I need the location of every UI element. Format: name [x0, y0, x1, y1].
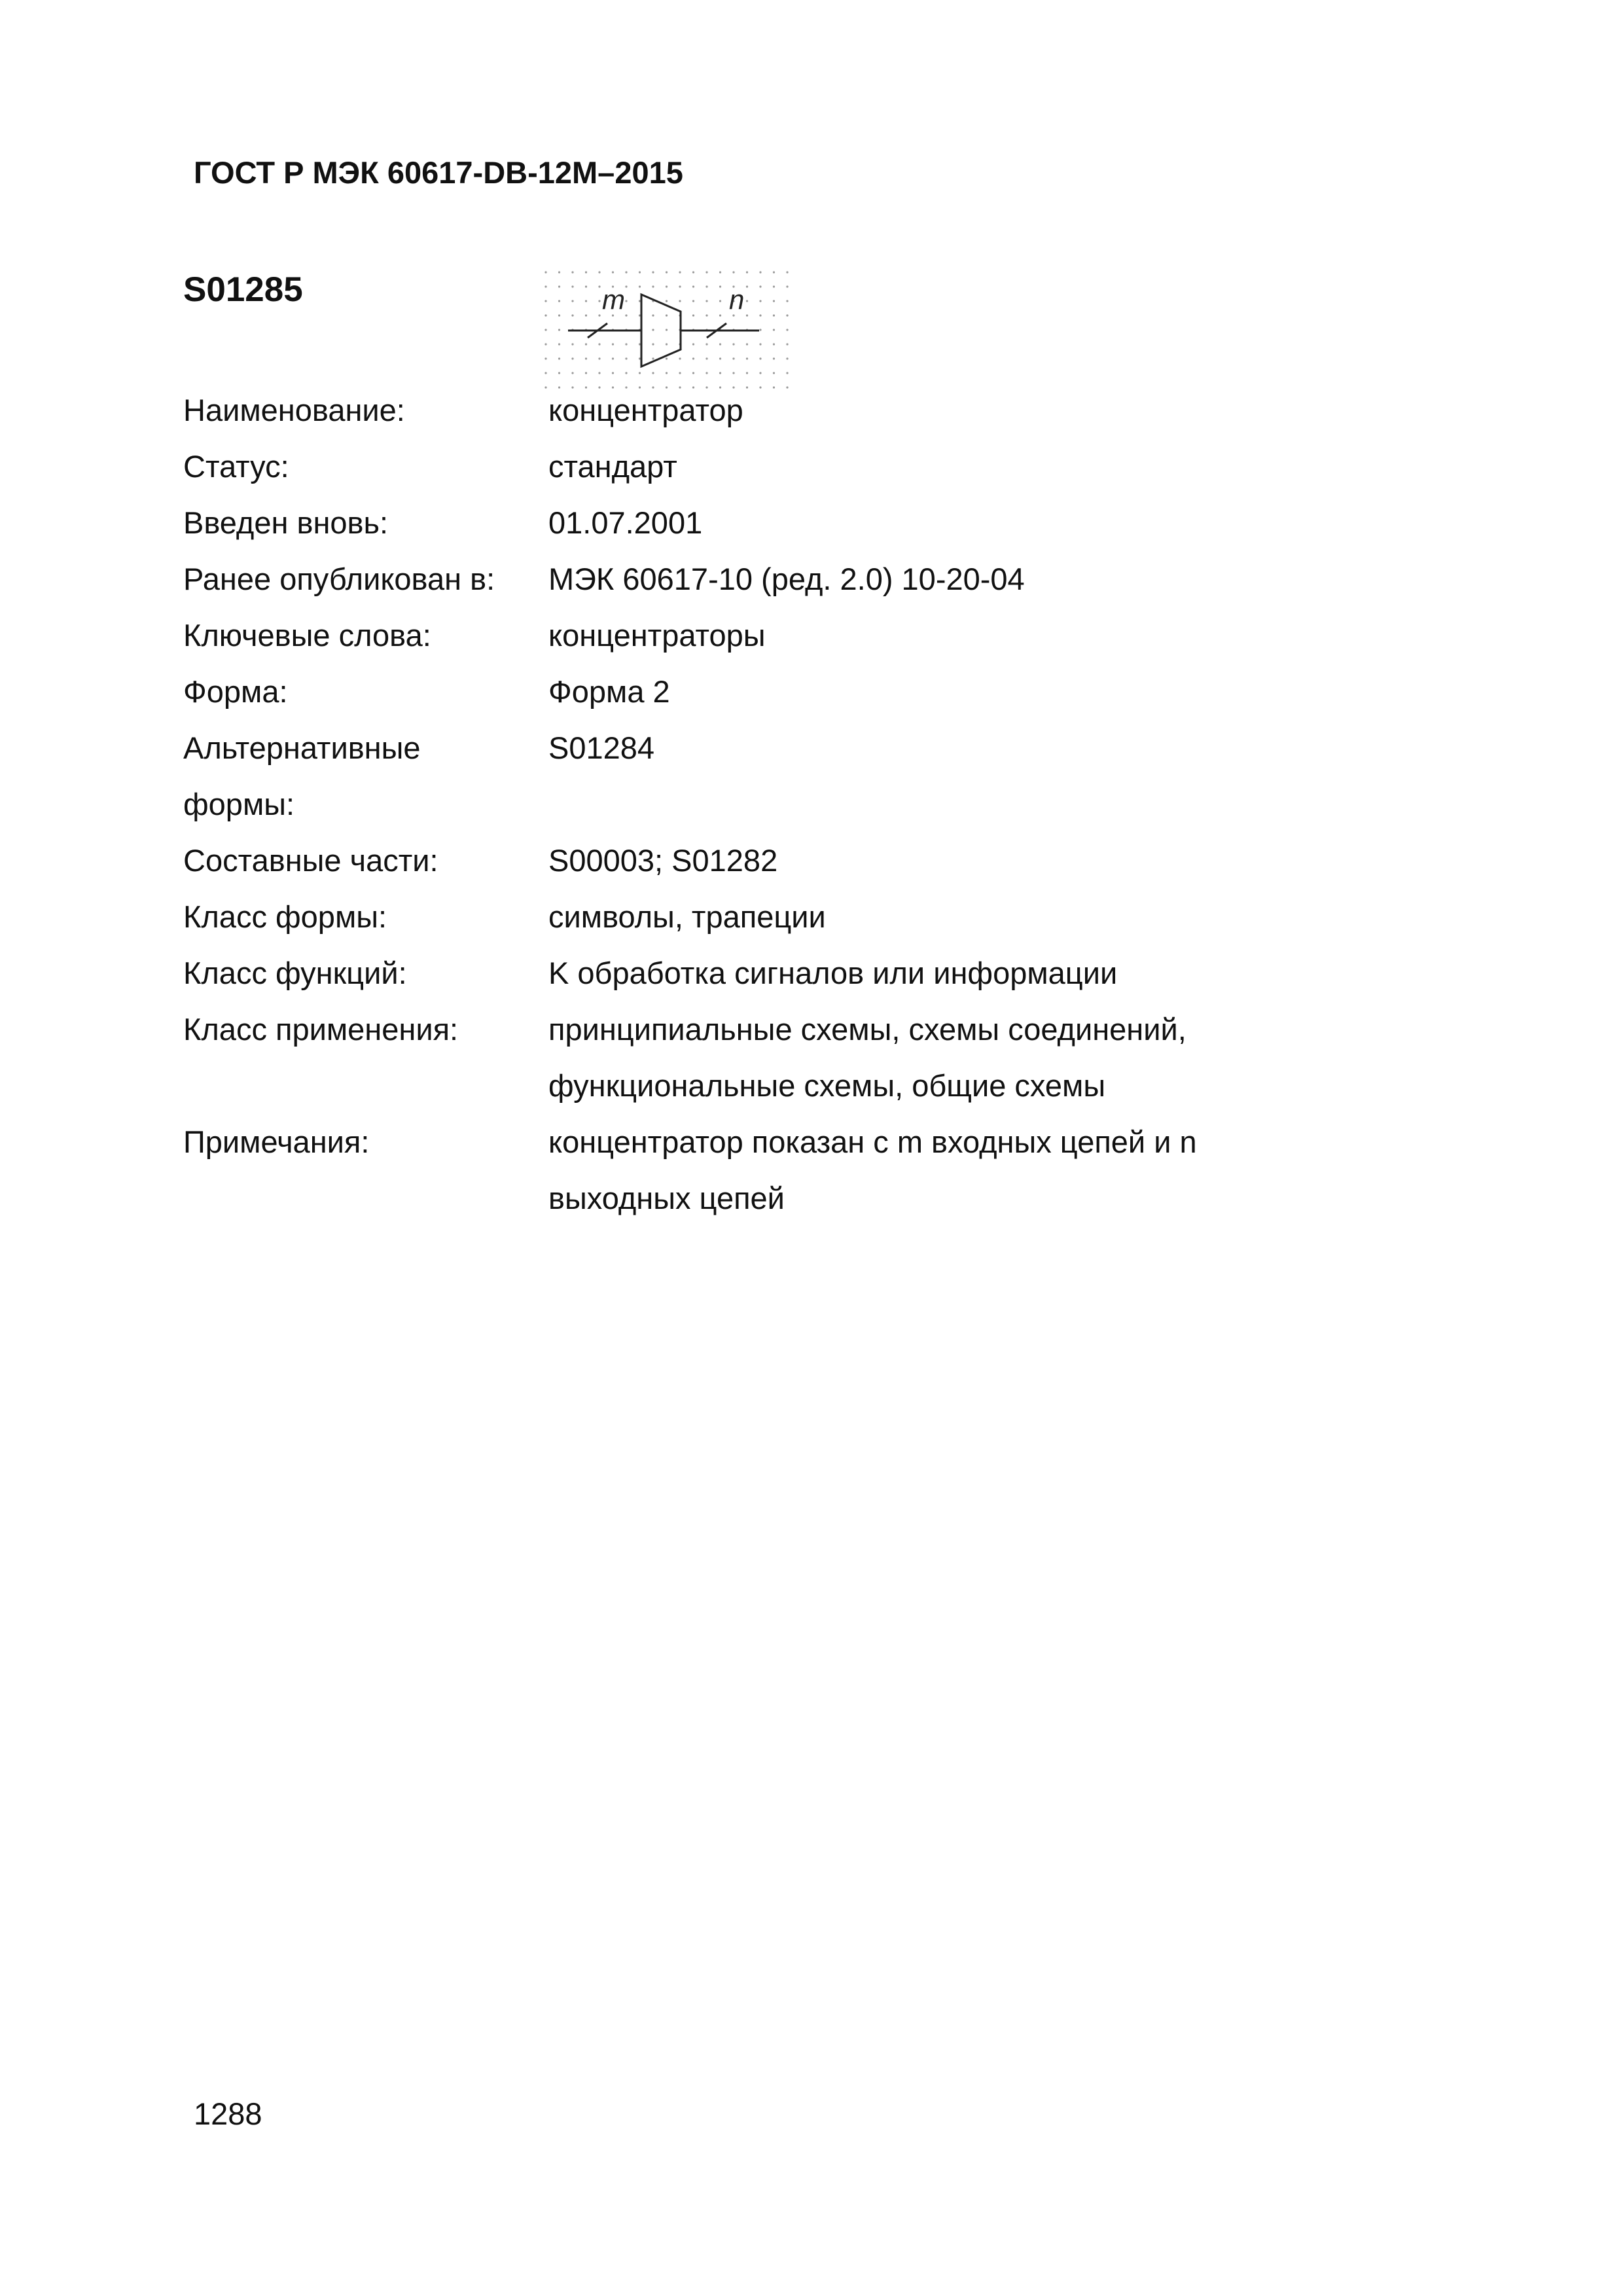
- field-row: [183, 833, 1479, 889]
- field-value: [548, 833, 1479, 889]
- grid-dot: [719, 372, 721, 374]
- grid-dot: [598, 285, 600, 287]
- grid-dot: [786, 372, 788, 374]
- field-value: [548, 1001, 1479, 1114]
- grid-dot: [786, 285, 788, 287]
- input-label: m: [602, 284, 625, 315]
- grid-dot: [544, 329, 546, 331]
- grid-dot: [652, 329, 654, 331]
- grid-dot: [612, 372, 614, 374]
- grid-dot: [639, 271, 641, 273]
- grid-dot: [705, 271, 707, 273]
- grid-dot: [746, 343, 748, 345]
- grid-dot: [598, 343, 600, 345]
- grid-dot: [652, 357, 654, 359]
- field-label: Наименование:: [183, 393, 405, 427]
- grid-dot: [746, 300, 748, 302]
- grid-dot: [666, 343, 668, 345]
- field-value-line: Форма 2: [548, 674, 670, 709]
- grid-dot: [639, 285, 641, 287]
- grid-dot: [746, 271, 748, 273]
- grid-dot: [558, 300, 560, 302]
- field-row: [183, 945, 1479, 1001]
- field-value: [548, 551, 1479, 607]
- grid-dot: [692, 300, 694, 302]
- grid-dot: [585, 314, 587, 316]
- field-value: [548, 607, 1479, 664]
- grid-dot: [666, 372, 668, 374]
- field-label: Альтернативные формы:: [183, 730, 421, 821]
- grid-dot: [544, 271, 546, 273]
- grid-dot: [612, 271, 614, 273]
- grid-dot: [652, 372, 654, 374]
- field-label: Примечания:: [183, 1124, 370, 1159]
- field-value-line: концентраторы: [548, 618, 766, 653]
- grid-dot: [544, 343, 546, 345]
- grid-dot: [773, 314, 775, 316]
- grid-dot: [585, 285, 587, 287]
- grid-dot: [746, 372, 748, 374]
- output-label: n: [729, 284, 745, 315]
- field-value-line: символы, трапеции: [548, 899, 826, 934]
- field-row: [183, 382, 1479, 439]
- field-row: [183, 720, 1479, 833]
- field-label: Введен вновь:: [183, 505, 389, 540]
- symbol-fields: [183, 382, 1479, 1227]
- grid-dot: [666, 329, 668, 331]
- field-label: Форма:: [183, 674, 288, 709]
- field-value: [548, 1114, 1479, 1227]
- grid-dot: [571, 343, 573, 345]
- grid-dot: [625, 357, 627, 359]
- grid-dot: [612, 343, 614, 345]
- grid-dot: [544, 372, 546, 374]
- grid-dot: [585, 357, 587, 359]
- grid-dot: [571, 285, 573, 287]
- grid-dot: [585, 343, 587, 345]
- field-value: [548, 495, 1479, 551]
- field-label: Статус:: [183, 449, 289, 484]
- grid-dot: [759, 357, 761, 359]
- field-label: Ранее опубликован в:: [183, 562, 495, 596]
- field-value-line: стандарт: [548, 449, 677, 484]
- grid-dot: [759, 271, 761, 273]
- grid-dot: [625, 271, 627, 273]
- grid-dot: [786, 300, 788, 302]
- field-value-line: принципиальные схемы, схемы соединений,: [548, 1012, 1186, 1047]
- grid-dot: [773, 357, 775, 359]
- field-row: [183, 551, 1479, 607]
- grid-dot: [705, 357, 707, 359]
- grid-dot: [705, 343, 707, 345]
- grid-dot: [544, 300, 546, 302]
- grid-dot: [692, 343, 694, 345]
- grid-dot: [759, 329, 761, 331]
- page-number: 1288: [194, 2096, 262, 2131]
- field-label: Класс применения:: [183, 1012, 459, 1047]
- grid-dot: [558, 271, 560, 273]
- grid-dot: [652, 314, 654, 316]
- grid-dot: [585, 372, 587, 374]
- grid-dot: [598, 372, 600, 374]
- grid-dot: [786, 343, 788, 345]
- grid-dot: [786, 329, 788, 331]
- symbol-code: S01285: [183, 270, 303, 309]
- grid-dot: [558, 329, 560, 331]
- grid-dot: [759, 314, 761, 316]
- grid-dot: [732, 357, 734, 359]
- standard-header: ГОСТ Р МЭК 60617-DB-12M–2015: [194, 155, 683, 190]
- field-value-line: концентратор показан с m входных цепей и n: [548, 1124, 1197, 1159]
- grid-dot: [571, 357, 573, 359]
- grid-dot: [759, 343, 761, 345]
- grid-dot: [719, 314, 721, 316]
- grid-dot: [746, 285, 748, 287]
- grid-dot: [679, 357, 681, 359]
- grid-dot: [719, 343, 721, 345]
- field-value-line: выходных цепей: [548, 1181, 785, 1215]
- field-row: [183, 607, 1479, 664]
- field-value-line: 01.07.2001: [548, 505, 703, 540]
- grid-dot: [612, 357, 614, 359]
- grid-dot: [786, 271, 788, 273]
- field-value: [548, 945, 1479, 1001]
- field-value-line: K обработка сигналов или информации: [548, 956, 1118, 990]
- grid-dot: [598, 300, 600, 302]
- grid-dot: [705, 300, 707, 302]
- grid-dot: [625, 300, 627, 302]
- grid-dot: [625, 285, 627, 287]
- grid-dot: [598, 357, 600, 359]
- grid-dot: [666, 271, 668, 273]
- grid-dot: [732, 343, 734, 345]
- grid-dot: [773, 271, 775, 273]
- grid-dot: [598, 271, 600, 273]
- grid-dot: [705, 285, 707, 287]
- grid-dot: [732, 271, 734, 273]
- grid-dot: [652, 271, 654, 273]
- field-row: [183, 495, 1479, 551]
- grid-dot: [666, 300, 668, 302]
- grid-dot: [544, 285, 546, 287]
- grid-dot: [719, 271, 721, 273]
- grid-dot: [773, 372, 775, 374]
- grid-dot: [571, 300, 573, 302]
- grid-dot: [571, 314, 573, 316]
- grid-dot: [571, 372, 573, 374]
- grid-dot: [585, 271, 587, 273]
- grid-dot: [558, 314, 560, 316]
- grid-dot: [558, 357, 560, 359]
- grid-dot: [773, 285, 775, 287]
- grid-dot: [639, 372, 641, 374]
- field-value: [548, 720, 1479, 776]
- grid-dot: [705, 372, 707, 374]
- concentrator-trapezoid: [641, 295, 681, 367]
- grid-dot: [625, 372, 627, 374]
- grid-dot: [544, 314, 546, 316]
- grid-dot: [625, 314, 627, 316]
- field-value: [548, 439, 1479, 495]
- field-value-line: концентратор: [548, 393, 743, 427]
- grid-dot: [786, 357, 788, 359]
- grid-dot: [666, 357, 668, 359]
- grid-dot: [759, 300, 761, 302]
- field-label: Класс формы:: [183, 899, 387, 934]
- field-label: Класс функций:: [183, 956, 407, 990]
- grid-dot: [558, 343, 560, 345]
- field-label: Составные части:: [183, 843, 438, 878]
- field-row: [183, 1001, 1479, 1114]
- grid-dot: [679, 285, 681, 287]
- grid-dot: [692, 285, 694, 287]
- field-value-line: функциональные схемы, общие схемы: [548, 1068, 1106, 1103]
- field-value: [548, 664, 1479, 720]
- field-row: [183, 1114, 1479, 1227]
- grid-dot: [719, 300, 721, 302]
- grid-dot: [732, 372, 734, 374]
- grid-dot: [679, 372, 681, 374]
- grid-dot: [692, 372, 694, 374]
- field-row: [183, 664, 1479, 720]
- grid-dot: [666, 285, 668, 287]
- grid-dot: [585, 300, 587, 302]
- field-value-line: S00003; S01282: [548, 843, 778, 878]
- grid-dot: [692, 271, 694, 273]
- grid-dot: [652, 285, 654, 287]
- grid-dot: [773, 329, 775, 331]
- field-row: [183, 439, 1479, 495]
- grid-dot: [571, 271, 573, 273]
- grid-dot: [625, 343, 627, 345]
- grid-dot: [773, 300, 775, 302]
- grid-dot: [692, 314, 694, 316]
- grid-dot: [786, 314, 788, 316]
- grid-dot: [705, 314, 707, 316]
- field-value: [548, 382, 1479, 439]
- grid-dot: [679, 300, 681, 302]
- field-value-line: МЭК 60617-10 (ред. 2.0) 10-20-04: [548, 562, 1025, 596]
- grid-dot: [558, 372, 560, 374]
- grid-dot: [679, 271, 681, 273]
- grid-dot: [598, 314, 600, 316]
- grid-dot: [746, 357, 748, 359]
- grid-dot: [558, 285, 560, 287]
- grid-dot: [759, 285, 761, 287]
- grid-dot: [652, 343, 654, 345]
- grid-dot: [746, 314, 748, 316]
- grid-dot: [773, 343, 775, 345]
- grid-dot: [719, 357, 721, 359]
- concentrator-symbol-figure: [542, 268, 791, 393]
- field-value: [548, 889, 1479, 945]
- field-label: Ключевые слова:: [183, 618, 431, 653]
- grid-dot: [759, 372, 761, 374]
- field-row: [183, 889, 1479, 945]
- grid-dot: [692, 357, 694, 359]
- grid-dot: [719, 285, 721, 287]
- field-value-line: S01284: [548, 730, 655, 765]
- grid-dot: [544, 357, 546, 359]
- grid-dot: [666, 314, 668, 316]
